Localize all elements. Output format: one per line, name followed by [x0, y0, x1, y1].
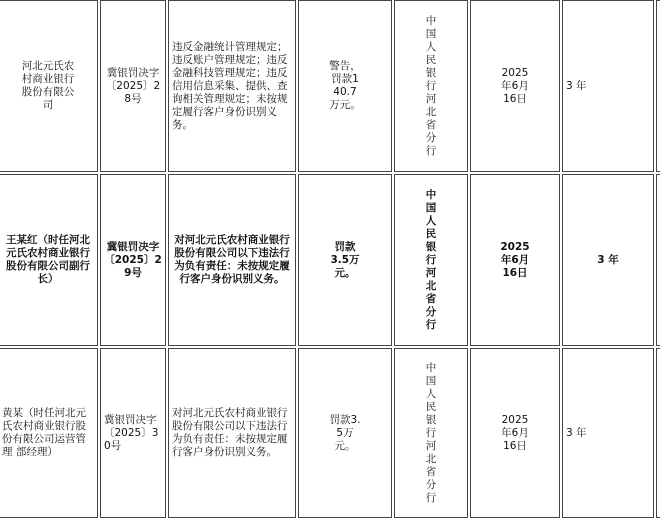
party-cell [0, 0, 98, 172]
document-number-cell: 冀银罚决字〔2025〕28号 [100, 0, 166, 172]
authority-text: 中国人民银行河北省分行 [425, 188, 437, 331]
authority-text: 中国人民银行河北省分行 [425, 361, 437, 504]
penalty-cell [298, 174, 392, 346]
date-cell [470, 174, 560, 346]
date-text: 2025年6月16日 [501, 66, 529, 105]
party-cell: 王某红（时任河北元氏农村商业银行股份有限公司副行长） [0, 174, 98, 346]
empty-cell [656, 0, 660, 172]
penalty-cell [298, 0, 392, 172]
document-number-cell: 冀银罚决字〔2025〕29号 [100, 174, 166, 346]
publicity-period-cell: 3 年 [562, 348, 654, 518]
table-row [0, 174, 660, 346]
authority-cell [394, 348, 468, 518]
party-cell: 黄某（时任河北元氏农村商业银行股份有限公司运营管理 部经理） [0, 348, 98, 518]
date-text: 2025年6月16日 [500, 240, 530, 279]
date-cell [470, 0, 560, 172]
document-number-cell: 冀银罚决字〔2025〕30号 [100, 348, 166, 518]
date-cell [470, 348, 560, 518]
violation-facts-cell: 对河北元氏农村商业银行股份有限公司以下违法行为负有责任：未按规定履行客户身份识别义务。 [168, 348, 296, 518]
penalty-text: 罚款3.5万元。 [329, 413, 361, 452]
penalty-text: 罚款3.5万元。 [330, 240, 360, 279]
table-row [0, 0, 660, 172]
violation-facts-cell: 违反金融统计管理规定；违反账户管理规定；违反金融科技管理规定；违反 信用信息采集、提供、查询相关管理规定；未按规定履行客户身份识别义务。 [168, 0, 296, 172]
date-text: 2025年6月16日 [501, 413, 529, 452]
violation-facts-cell: 对河北元氏农村商业银行股份有限公司以下违法行为负有责任：未按规定履行客户身份识别义务。 [168, 174, 296, 346]
authority-cell [394, 174, 468, 346]
empty-cell [656, 174, 660, 346]
empty-cell [656, 348, 660, 518]
authority-cell [394, 0, 468, 172]
publicity-period-cell: 3 年 [562, 174, 654, 346]
authority-text: 中国人民银行河北省分行 [425, 14, 437, 157]
publicity-period-cell: 3 年 [562, 0, 654, 172]
penalty-cell [298, 348, 392, 518]
party-name: 河北元氏农村商业银行股份有限公司 [21, 60, 75, 111]
table-row [0, 348, 660, 518]
penalty-text: 警告，罚款140.7万元。 [329, 60, 361, 111]
